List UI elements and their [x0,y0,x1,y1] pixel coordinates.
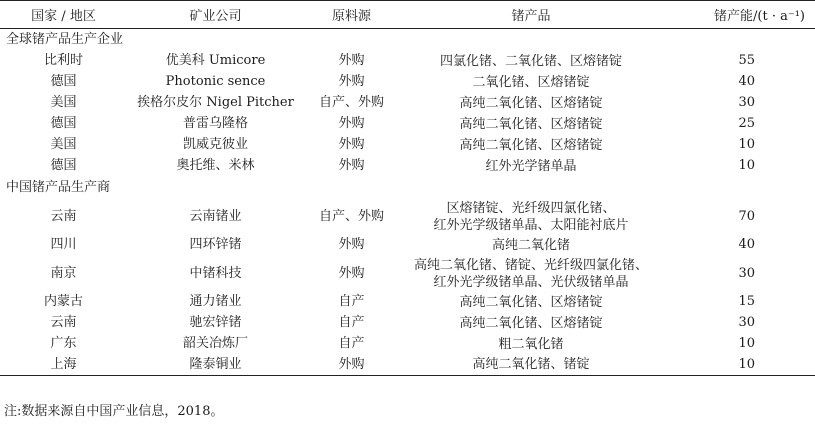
cell-source: 外购 [304,355,399,376]
table-row [0,334,815,355]
cell-company: 普雷乌隆格 [182,116,248,131]
table-row [0,72,815,93]
cell-company: 中锗科技 [189,265,242,281]
product-line: 高纯二氧化锗、区熔锗锭 [459,95,603,111]
cell-region: 上海 [0,355,127,376]
product-line: 四氯化锗、二氧化锗、区熔锗锭 [439,53,622,69]
table-row [0,114,815,135]
cell-source: 外购 [338,265,365,281]
product-line: 区熔锗锭、光纤级四氯化锗、 [446,200,616,216]
product-line: 高纯二氧化锗、区熔锗锭 [459,294,603,310]
source-note: 注:数据来源自中国产业信息，2018。 [4,404,224,419]
cell-source: 外购 [338,116,365,131]
cell-source: 外购 [338,158,365,173]
product-line: 红外光学锗单晶 [485,158,577,174]
cell-capacity: 25 [738,116,755,131]
cell-source: 自产 [338,315,365,330]
cell-company: 奥托维、米林 [176,158,255,173]
group-title-row [0,177,815,199]
cell-products [399,156,663,177]
cell-capacity: 30 [738,315,755,330]
cell-region: 美国 [50,137,77,152]
cell-company: 优美科 Umicore [165,53,266,68]
cell-capacity: 15 [738,294,755,309]
product-line: 高纯二氧化锗 [491,237,570,253]
product-line: 高纯二氧化锗、锗锭 [472,357,590,373]
cell-region: 内蒙古 [43,294,83,309]
cell-company: 云南锗业 [189,208,242,224]
header-source: 原料源 [304,1,399,29]
cell-source: 外购 [338,74,365,89]
product-line: 高纯二氧化锗、锗锭、光纤级四氯化锗、 [413,257,648,273]
cell-region: 云南 [50,315,77,330]
cell-source: 自产 [338,336,365,351]
cell-region: 南京 [50,265,77,281]
cell-company: 挨格尔皮尔 Nigel Pitcher [137,95,294,110]
cell-products [399,72,663,93]
cell-capacity: 70 [738,208,755,224]
cell-capacity: 30 [738,95,755,110]
cell-products [399,114,663,135]
group-title-row [0,29,815,51]
cell-source: 自产 [338,294,365,309]
cell-company: Photonic sence [165,74,266,89]
table-row [0,235,815,256]
cell-region: 比利时 [43,53,83,68]
product-line: 高纯二氧化锗、区熔锗锭 [459,315,603,331]
product-line: 二氧化锗、区熔锗锭 [472,74,590,90]
cell-region: 四川 [50,237,77,252]
cell-company: 韶关冶炼厂 [182,336,248,351]
header-products: 锗产品 [399,1,663,29]
cell-source: 自产、外购 [318,208,384,224]
cell-region: 德国 [50,74,77,89]
cell-products [399,355,663,376]
table-body [0,29,815,376]
table-row [0,156,815,177]
table-row [0,135,815,156]
table-row [0,93,815,114]
cell-products [399,51,663,72]
product-line: 红外光学级锗单晶、太阳能衬底片 [433,217,629,233]
group-title: 全球锗产品生产企业 [6,31,124,47]
cell-source: 外购 [338,237,365,252]
table-row [0,51,815,72]
cell-source: 自产、外购 [318,95,384,110]
cell-region: 美国 [50,95,77,110]
header-company: 矿业公司 [127,1,304,29]
product-line: 高纯二氧化锗、区熔锗锭 [459,137,603,153]
cell-capacity: 10 [738,137,755,152]
cell-company: 凯威克彼业 [182,137,248,152]
table-row [0,355,815,376]
cell-products [399,93,663,114]
cell-capacity: 10 [738,158,755,173]
cell-source: 外购 [338,53,365,68]
cell-products [399,199,663,235]
table-row [0,313,815,334]
product-line: 高纯二氧化锗、区熔锗锭 [459,116,603,132]
cell-capacity: 10 [663,355,815,376]
cell-products [399,334,663,355]
cell-region: 广东 [50,336,77,351]
cell-products [399,313,663,334]
cell-region: 德国 [50,116,77,131]
header-capacity: 锗产能/(t · a⁻¹) [663,1,815,29]
header-region: 国家 / 地区 [0,1,127,29]
cell-products [399,256,663,292]
cell-company: 通力锗业 [189,294,242,309]
cell-source: 外购 [338,137,365,152]
cell-products [399,235,663,256]
cell-capacity: 10 [738,336,755,351]
product-line: 粗二氧化锗 [498,336,564,352]
table-header-row [0,1,815,29]
cell-region: 云南 [50,208,77,224]
table-row [0,292,815,313]
group-title: 中国锗产品生产商 [6,179,111,195]
cell-capacity: 40 [738,237,755,252]
cell-company: 驰宏锌锗 [189,315,242,330]
cell-company: 四环锌锗 [189,237,242,252]
cell-capacity: 55 [738,53,755,68]
table-row [0,199,815,235]
product-line: 红外光学级锗单晶、光伏级锗单晶 [433,274,629,290]
cell-products [399,135,663,156]
cell-region: 德国 [50,158,77,173]
table-row [0,256,815,292]
cell-capacity: 40 [738,74,755,89]
cell-capacity: 30 [738,265,755,281]
cell-products [399,292,663,313]
cell-company: 隆泰铜业 [127,355,304,376]
